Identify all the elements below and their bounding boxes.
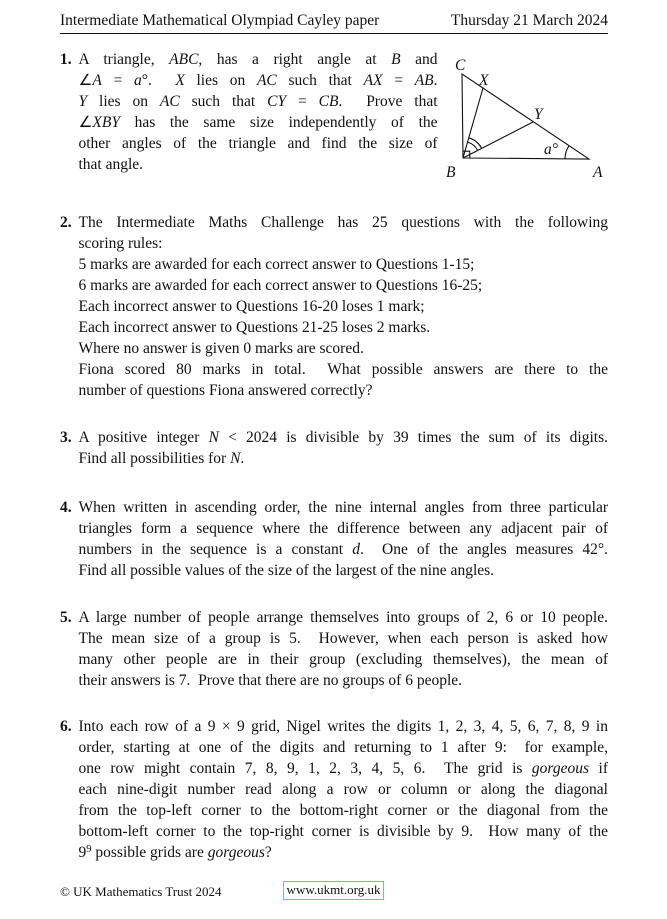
vertex-label-c: C	[455, 57, 466, 74]
question-line: Where no answer is given 0 marks are scored.	[78, 340, 364, 357]
question-line: 5 marks are awarded for each correct answer to Questions 1-15;	[78, 256, 475, 273]
copyright-text: © UK Mathematics Trust 2024	[60, 884, 222, 899]
question-line: A positive integer N < 2024 is divisible by 39 times the sum of its digits.	[78, 429, 608, 446]
question-line: Each incorrect answer to Questions 21-25 loses 2 marks.	[78, 319, 431, 336]
vertex-label-a: A	[593, 164, 603, 181]
question-number: 4.	[60, 499, 72, 516]
question-line: their answers is 7. Prove that there are no groups of 6 people.	[78, 672, 463, 689]
question-text	[79, 49, 438, 175]
question-4	[60, 497, 608, 581]
question-number: 3.	[60, 429, 72, 446]
question-line: triangles form a sequence where the difference between any adjacent pair of	[78, 520, 608, 537]
question-line: Find all possibilities for N.	[78, 450, 245, 467]
angle-arc-xby-inner	[468, 142, 478, 150]
question-line: scoring rules:	[78, 235, 163, 252]
question-line: numbers in the sequence is a constant d. One of the angles measures 42°.	[78, 541, 608, 558]
question-2	[60, 212, 608, 401]
angle-a-label: a°	[544, 141, 558, 158]
point-label-x: X	[479, 72, 489, 89]
question-line: When written in ascending order, the nine internal angles from three particular	[78, 499, 608, 516]
question-text	[79, 497, 609, 581]
ukmt-link[interactable]: www.ukmt.org.uk	[286, 882, 381, 897]
question-number: 1.	[60, 51, 72, 68]
question-line: other angles of the triangle and find the size of	[78, 135, 438, 152]
page-header	[60, 12, 608, 34]
question-line: $9^9$ possible grids are gorgeous?	[78, 844, 272, 861]
question-line: A triangle, ABC, has a right angle at B and	[78, 51, 438, 68]
vertex-label-b: B	[446, 164, 456, 181]
question-text	[79, 716, 609, 863]
question-line: many other people are in their group (excluding themselves), the mean of	[78, 651, 608, 668]
question-line: ∠A = a°. X lies on AC such that AX = AB.	[78, 72, 438, 89]
question-line: each nine-digit number read along a row or column or along the diagonal	[78, 781, 608, 798]
question-5	[60, 607, 608, 691]
header-date: Thursday 21 March 2024	[450, 12, 608, 29]
triangle-figure	[445, 40, 612, 182]
question-text	[79, 427, 609, 469]
question-number: 5.	[60, 609, 72, 626]
question-line: ∠XBY has the same size independently of the	[78, 114, 438, 131]
question-3	[60, 427, 608, 469]
question-text	[79, 607, 609, 691]
question-line: Y lies on AC such that CY = CB. Prove that	[78, 93, 438, 110]
question-line: order, starting at one of the digits and returning to 1 after 9: for example,	[78, 739, 608, 756]
question-line: Into each row of a 9 × 9 grid, Nigel writes the digits 1, 2, 3, 4, 5, 6, 7, 8, 9 in	[78, 718, 608, 735]
question-line: The mean size of a group is 5. However, when each person is asked how	[78, 630, 608, 647]
question-number: 2.	[60, 214, 72, 231]
page-footer	[0, 881, 667, 905]
question-line: from the top-left corner to the bottom-right corner or the diagonal from the	[78, 802, 608, 819]
cevian-bx-line	[463, 88, 483, 158]
question-line: Fiona scored 80 marks in total. What possible answers are there to the	[78, 361, 608, 378]
question-line: bottom-left corner to the top-right corner is divisible by 9. How many of the	[78, 823, 608, 840]
question-text	[79, 212, 609, 401]
question-line: number of questions Fiona answered correctly?	[78, 382, 373, 399]
question-line: one row might contain 7, 8, 9, 1, 2, 3, 4, 5, 6. The grid is gorgeous if	[78, 760, 608, 777]
question-line: Each incorrect answer to Questions 16-20 loses 1 mark;	[78, 298, 425, 315]
point-label-y: Y	[534, 106, 543, 123]
angle-arc-a	[565, 146, 569, 159]
question-line: that angle.	[78, 156, 144, 173]
question-6	[60, 716, 608, 863]
header-title: Intermediate Mathematical Olympiad Cayley paper	[60, 12, 380, 29]
question-line: 6 marks are awarded for each correct answer to Questions 16-25;	[78, 277, 483, 294]
ukmt-link-box	[283, 881, 385, 900]
question-number: 6.	[60, 718, 72, 735]
question-line: Find all possible values of the size of the largest of the nine angles.	[78, 562, 495, 579]
question-line: The Intermediate Maths Challenge has 25 questions with the following	[78, 214, 608, 231]
question-line: A large number of people arrange themselves into groups of 2, 6 or 10 people.	[78, 609, 608, 626]
